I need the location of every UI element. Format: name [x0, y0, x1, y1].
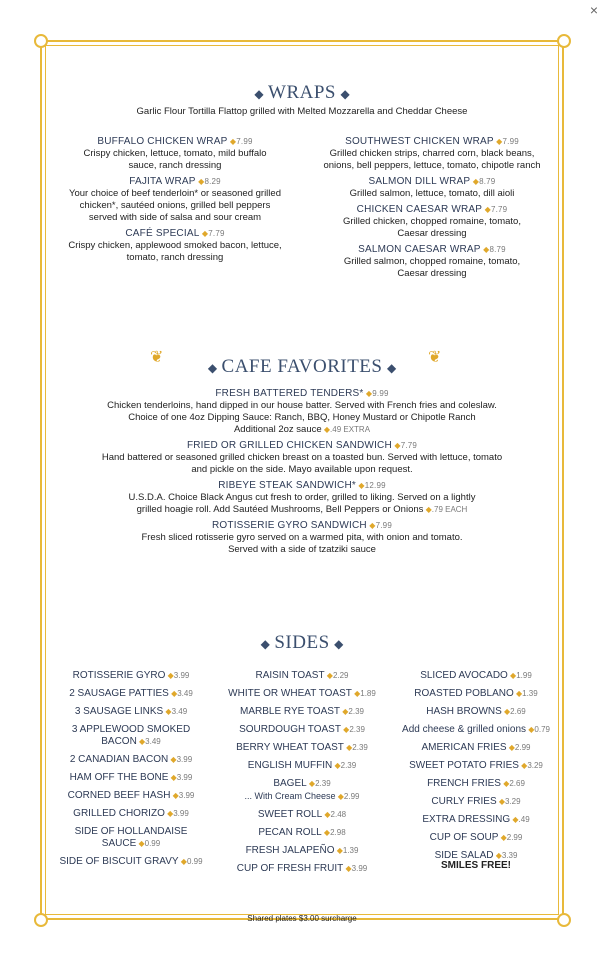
wraps-subtitle: Garlic Flour Tortilla Flattop grilled with Melted Mozzarella and Cheddar Cheese [136, 106, 468, 117]
item-description: Grilled chicken strips, charred corn, black beans, [329, 148, 535, 159]
side-name: SIDE OF BISCUIT GRAVY [59, 856, 179, 867]
diamond-icon: ◆ [322, 810, 331, 819]
side-name: SWEET ROLL [257, 809, 323, 820]
corner-ornament-br [557, 913, 571, 927]
side-name: FRENCH FRIES [427, 778, 501, 789]
diamond-icon: ◆ [340, 87, 350, 101]
extra-label: Additional 2oz sauce [233, 424, 322, 435]
item-description: sauce, ranch dressing [128, 160, 222, 171]
item-price: 9.99 [372, 389, 389, 398]
side-name: ROTISSERIE GYRO [72, 670, 166, 681]
side-name: SLICED AVOCADO [420, 670, 508, 681]
item-description: chicken*, sautéed onions, grilled bell peppers [79, 200, 271, 211]
item-description: tomato, ranch dressing [126, 252, 224, 263]
diamond-icon: ◆ [343, 864, 352, 873]
side-name: BERRY WHEAT TOAST [236, 742, 344, 753]
side-name: HASH BROWNS [426, 706, 502, 717]
side-item [386, 814, 566, 826]
diamond-icon: ◆ [170, 791, 179, 800]
item-price: 7.79 [208, 229, 225, 238]
wraps-right-column [300, 136, 564, 280]
diamond-icon: ◆ [470, 177, 480, 186]
side-name: CORNED BEEF HASH [67, 790, 171, 801]
item-price: 2.48 [330, 810, 347, 819]
item-description: onions, bell peppers, lettuce, tomato, chipotle ranch [323, 160, 541, 171]
diamond-icon: ◆ [498, 833, 507, 842]
diamond-icon: ◆ [355, 481, 365, 490]
menu-item-name [46, 480, 558, 492]
side-item [46, 772, 216, 784]
side-item [212, 760, 392, 772]
footer-note: Shared plates $3.00 surcharge [247, 914, 357, 923]
diamond-icon: ◆ [335, 792, 344, 801]
item-price: 8.79 [489, 245, 506, 254]
diamond-icon: ◆ [351, 689, 361, 698]
diamond-icon: ◆ [340, 707, 349, 716]
diamond-icon: ◆ [500, 779, 510, 788]
side-name-line2 [46, 736, 216, 748]
side-item [386, 742, 566, 754]
diamond-icon: ◆ [324, 671, 333, 680]
side-item [46, 790, 216, 802]
wraps-left-column [46, 136, 304, 264]
item-name: FAJITA WRAP [129, 176, 196, 187]
side-item [212, 742, 392, 754]
item-price: 2.99 [506, 833, 523, 842]
item-name: CAFÉ SPECIAL [125, 228, 200, 239]
side-subitem [212, 790, 392, 803]
diamond-icon: ◆ [366, 521, 376, 530]
side-item [46, 856, 216, 868]
item-description: Grilled chicken, chopped romaine, tomato, [343, 216, 521, 227]
side-item [46, 706, 216, 718]
item-description: Crispy chicken, applewood smoked bacon, lettuce, [68, 240, 282, 251]
diamond-icon: ◆ [168, 773, 177, 782]
sides-column-3 [386, 670, 566, 868]
item-price: 3.29 [527, 761, 543, 770]
diamond-icon: ◆ [386, 361, 397, 375]
item-price: 7.99 [502, 137, 519, 146]
item-description: Crispy chicken, lettuce, tomato, mild buffalo [83, 148, 267, 159]
item-description: Grilled salmon, lettuce, tomato, dill aioli [349, 188, 515, 199]
diamond-icon: ◆ [306, 779, 316, 788]
side-item [212, 706, 392, 718]
favorites-heading [46, 356, 558, 378]
side-name-cont: BACON [101, 736, 137, 747]
wraps-heading [46, 82, 558, 104]
item-price: 8.29 [204, 177, 221, 186]
side-name: SIDE OF HOLLANDAISE [74, 826, 188, 837]
side-name: SOURDOUGH TOAST [239, 724, 341, 735]
smiles-free: SMILES FREE! [440, 860, 511, 871]
item-price: 2.39 [349, 725, 365, 734]
diamond-icon: ◆ [195, 177, 205, 186]
menu-item-name [300, 136, 564, 148]
side-item [212, 863, 392, 875]
side-name-cont: SAUCE [101, 838, 137, 849]
diamond-icon: ◆ [513, 689, 523, 698]
side-name: RAISIN TOAST [255, 670, 325, 681]
side-name: EXTRA DRESSING [422, 814, 511, 825]
item-price: .79 EACH [431, 505, 468, 514]
side-name: CURLY FRIES [431, 796, 497, 807]
wheat-icon: ❦ [428, 349, 442, 366]
side-item [46, 724, 216, 748]
side-name: CUP OF SOUP [429, 832, 499, 843]
item-price: 7.79 [490, 205, 508, 214]
diamond-icon: ◆ [164, 809, 174, 818]
item-price: 2.39 [348, 707, 364, 716]
item-description: and pickle on the side. Mayo available upon request. [191, 464, 413, 475]
side-item [386, 724, 566, 736]
side-name: Add cheese & grilled onions [402, 724, 527, 735]
diamond-icon: ◆ [526, 725, 535, 734]
side-item [386, 706, 566, 718]
sides-heading [46, 632, 558, 654]
diamond-icon: ◆ [332, 761, 341, 770]
diamond-icon: ◆ [168, 755, 177, 764]
side-name: 3 SAUSAGE LINKS [74, 706, 164, 717]
item-price: 2.99 [514, 743, 531, 752]
item-name: SOUTHWEST CHICKEN WRAP [345, 136, 494, 147]
item-description: Served with a side of tzatziki sauce [228, 544, 376, 555]
item-price: 1.39 [342, 846, 359, 855]
diamond-icon: ◆ [163, 707, 172, 716]
side-name: SIDE SALAD [434, 850, 494, 861]
side-name: ENGLISH MUFFIN [247, 760, 333, 771]
side-name: FRESH JALAPEÑO [245, 845, 335, 856]
diamond-icon: ◆ [321, 828, 331, 837]
item-name: FRESH BATTERED TENDERS* [215, 388, 364, 399]
side-item [212, 827, 392, 839]
side-item [46, 670, 216, 682]
side-item [386, 688, 566, 700]
side-name-line2 [46, 838, 216, 850]
side-item [212, 778, 392, 803]
menu-item-name [300, 176, 564, 188]
side-name: AMERICAN FRIES [421, 742, 507, 753]
side-name: MARBLE RYE TOAST [240, 706, 341, 717]
item-price: 1.99 [516, 671, 532, 680]
item-price: 2.39 [352, 743, 368, 752]
side-name: HAM OFF THE BONE [69, 772, 169, 783]
diamond-icon: ◆ [334, 846, 343, 855]
corner-ornament-tl [34, 34, 48, 48]
side-name: ROASTED POBLANO [414, 688, 514, 699]
side-name: 2 SAUSAGE PATTIES [69, 688, 169, 699]
item-name: CHICKEN CAESAR WRAP [356, 204, 483, 215]
side-item [212, 845, 392, 857]
item-price: 3.49 [171, 707, 188, 716]
diamond-icon: ◆ [136, 737, 146, 746]
diamond-icon: ◆ [480, 245, 490, 254]
menu-item-name [300, 244, 564, 256]
diamond-icon: ◆ [507, 671, 517, 680]
diamond-icon: ◆ [227, 137, 237, 146]
diamond-icon: ◆ [501, 707, 511, 716]
side-name: WHITE OR WHEAT TOAST [228, 688, 352, 699]
diamond-icon: ◆ [260, 637, 270, 651]
item-price: 12.99 [364, 481, 386, 490]
item-price: .49 [518, 815, 530, 824]
item-price: 1.89 [360, 689, 376, 698]
side-name: CUP OF FRESH FRUIT [236, 863, 344, 874]
item-price: 7.99 [236, 137, 253, 146]
side-item [386, 832, 566, 844]
side-item [386, 796, 566, 808]
item-description: Chicken tenderloins, hand dipped in our house batter. Served with French fries and coleslaw. [107, 400, 497, 411]
sides-title: SIDES [274, 632, 330, 653]
side-item [46, 688, 216, 700]
wraps-title: WRAPS [268, 82, 336, 103]
extra-line [46, 424, 558, 436]
item-price: 2.69 [510, 707, 526, 716]
item-description: Caesar dressing [397, 268, 467, 279]
item-price: 2.98 [330, 828, 346, 837]
item-name: SALMON DILL WRAP [368, 176, 471, 187]
menu-item-name [46, 388, 558, 400]
diamond-icon: ◆ [334, 637, 344, 651]
item-price: 3.49 [177, 689, 193, 698]
item-price: 8.79 [479, 177, 496, 186]
item-description: Fresh sliced rotisserie gyro served on a warmed pita, with onion and tomato. [141, 532, 463, 543]
side-name: GRILLED CHORIZO [73, 808, 165, 819]
diamond-icon: ◆ [136, 839, 145, 848]
item-price: 0.79 [534, 725, 550, 734]
side-name: PECAN ROLL [258, 827, 322, 838]
item-price: 0.99 [186, 857, 203, 866]
item-description [46, 504, 558, 516]
diamond-icon: ◆ [340, 725, 350, 734]
close-icon[interactable]: × [589, 2, 598, 18]
side-name: 3 APPLEWOOD SMOKED [71, 724, 191, 735]
item-price: 2.39 [315, 779, 331, 788]
diamond-icon: ◆ [178, 857, 187, 866]
menu-item-name [46, 136, 304, 148]
item-name: BUFFALO CHICKEN WRAP [97, 136, 228, 147]
side-item [386, 760, 566, 772]
diamond-icon: ◆ [518, 761, 528, 770]
diamond-icon: ◆ [506, 743, 515, 752]
menu-item-name [46, 176, 304, 188]
item-description: U.S.D.A. Choice Black Angus cut fresh to order, grilled to liking. Served on a lightly [128, 492, 476, 503]
diamond-icon: ◆ [423, 505, 432, 514]
diamond-icon: ◆ [343, 743, 353, 752]
favorites-list [46, 388, 558, 556]
item-price: 3.99 [178, 791, 195, 800]
menu-item-name [46, 520, 558, 532]
item-price: 7.79 [400, 441, 418, 450]
item-name: RIBEYE STEAK SANDWICH* [218, 480, 356, 491]
item-description: Your choice of beef tenderloin* or seasoned grilled [69, 188, 281, 199]
side-name: SWEET POTATO FRIES [409, 760, 519, 771]
item-name: FRIED OR GRILLED CHICKEN SANDWICH [186, 440, 392, 451]
item-price: .49 EXTRA [330, 425, 371, 434]
item-price: 2.99 [343, 792, 360, 801]
side-item [212, 809, 392, 821]
item-description: Grilled salmon, chopped romaine, tomato, [343, 256, 521, 267]
item-price: 3.99 [176, 755, 193, 764]
item-description: Hand battered or seasoned grilled chicken breast on a toasted bun. Served with lettuce, tomato [101, 452, 503, 463]
diamond-icon: ◆ [482, 205, 491, 214]
sides-column-2 [212, 670, 392, 881]
item-description: served with side of salsa and sour cream [88, 212, 262, 223]
item-price: 1.39 [522, 689, 538, 698]
side-item [212, 724, 392, 736]
item-description: Caesar dressing [397, 228, 467, 239]
side-item [212, 670, 392, 682]
item-price: 3.29 [505, 797, 521, 806]
side-item [46, 754, 216, 766]
side-item [212, 688, 392, 700]
diamond-icon: ◆ [199, 229, 209, 238]
side-item [386, 778, 566, 790]
diamond-icon: ◆ [493, 851, 502, 860]
diamond-icon: ◆ [254, 87, 264, 101]
wheat-icon: ❦ [150, 349, 164, 366]
diamond-icon: ◆ [165, 671, 174, 680]
item-price: 2.29 [332, 671, 349, 680]
diamond-icon: ◆ [207, 361, 218, 375]
diamond-icon: ◆ [391, 441, 401, 450]
item-price: 2.69 [509, 779, 525, 788]
item-description: Choice of one 4oz Dipping Sauce: Ranch, BBQ, Honey Mustard or Chipotle Ranch [128, 412, 476, 423]
side-name: 2 CANADIAN BACON [69, 754, 169, 765]
diamond-icon: ◆ [363, 389, 373, 398]
side-name: BAGEL [273, 778, 307, 789]
item-name: ROTISSERIE GYRO SANDWICH [212, 520, 367, 531]
item-price: 0.99 [144, 839, 161, 848]
diamond-icon: ◆ [496, 797, 505, 806]
item-price: 3.99 [173, 809, 189, 818]
menu-item-name [300, 204, 564, 216]
diamond-icon: ◆ [321, 425, 331, 434]
side-item [46, 826, 216, 850]
item-price: 3.49 [145, 737, 161, 746]
side-item [46, 808, 216, 820]
item-price: 3.39 [501, 851, 518, 860]
side-item [386, 670, 566, 682]
menu-item-name [46, 440, 558, 452]
corner-ornament-tr [557, 34, 571, 48]
item-price: 2.39 [340, 761, 357, 770]
item-price: 3.99 [351, 864, 368, 873]
menu-item-name [46, 228, 304, 240]
item-price: 3.99 [176, 773, 193, 782]
sides-column-1 [46, 670, 216, 874]
diamond-icon: ◆ [493, 137, 503, 146]
item-price: 3.99 [173, 671, 190, 680]
side-sub-name: ... With Cream Cheese [244, 791, 336, 801]
desc-text: grilled hoagie roll. Add Sautéed Mushrooms, Bell Peppers or Onions [136, 504, 424, 515]
item-name: SALMON CAESAR WRAP [358, 244, 481, 255]
favorites-title: CAFE FAVORITES [221, 356, 383, 377]
diamond-icon: ◆ [168, 689, 178, 698]
diamond-icon: ◆ [510, 815, 519, 824]
item-price: 7.99 [375, 521, 392, 530]
